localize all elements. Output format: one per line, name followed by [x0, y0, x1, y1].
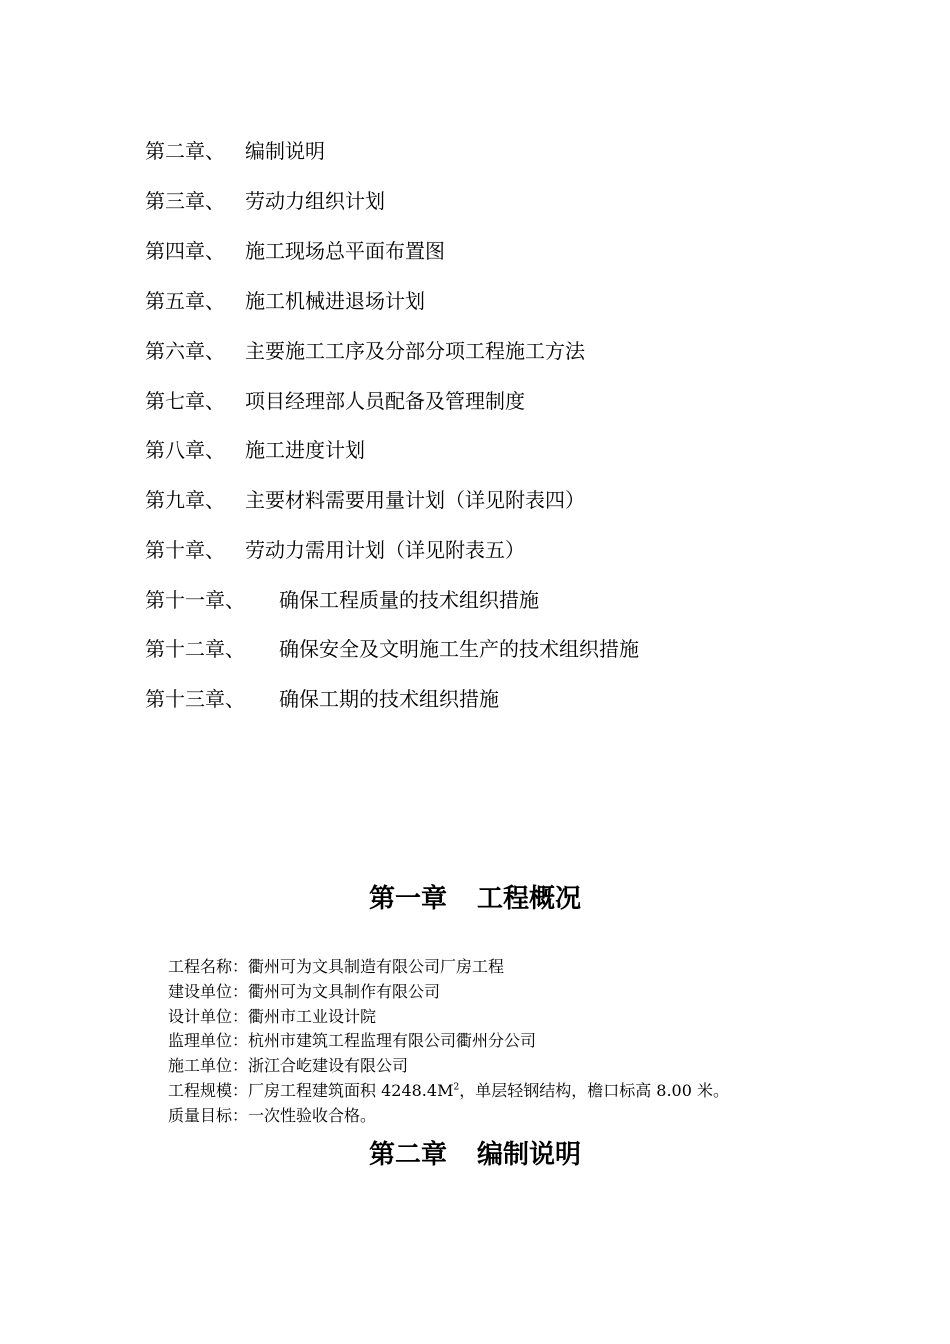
toc-item: [145, 188, 385, 214]
toc-chapter-number: 第二章、: [145, 139, 225, 163]
scale-line: [168, 1080, 729, 1102]
toc-chapter-title: 施工进度计划: [245, 438, 365, 462]
scale-text: 工程规模：厂房工程建筑面积 4248.4M: [168, 1081, 454, 1100]
toc-chapter-number: 第五章、: [145, 289, 225, 313]
toc-item: [145, 587, 539, 613]
toc-chapter-title: 劳动力组织计划: [245, 189, 385, 213]
toc-chapter-number: 第十章、: [145, 538, 225, 562]
chapter-1-heading: [0, 882, 950, 916]
toc-chapter-number: 第九章、: [145, 488, 225, 512]
chapter-2-title: 编制说明: [477, 1140, 582, 1170]
contractor-line: 施工单位：浙江合屹建设有限公司: [168, 1056, 409, 1075]
chapter-1-number: 第一章: [368, 884, 447, 914]
toc-chapter-number: 第十二章、: [145, 637, 245, 661]
toc-chapter-title: 施工机械进退场计划: [245, 289, 425, 313]
toc-chapter-number: 第三章、: [145, 189, 225, 213]
designer-line: 设计单位：衢州市工业设计院: [168, 1007, 377, 1026]
toc-item: [145, 636, 639, 662]
project-name-line: 工程名称：衢州可为文具制造有限公司厂房工程: [168, 957, 505, 976]
toc-item: [145, 388, 525, 414]
toc-chapter-title: 确保工期的技术组织措施: [279, 687, 499, 711]
toc-chapter-title: 项目经理部人员配备及管理制度: [245, 389, 525, 413]
toc-chapter-number: 第十一章、: [145, 588, 245, 612]
supervisor-line: 监理单位：杭州市建筑工程监理有限公司衢州分公司: [168, 1031, 537, 1050]
toc-item: [145, 537, 525, 563]
builder-line: 建设单位：衢州可为文具制作有限公司: [168, 982, 441, 1001]
toc-chapter-number: 第四章、: [145, 239, 225, 263]
toc-item: [145, 437, 365, 463]
toc-chapter-number: 第六章、: [145, 339, 225, 363]
chapter-2-heading: [0, 1138, 950, 1172]
toc-chapter-title: 主要施工工序及分部分项工程施工方法: [245, 339, 585, 363]
chapter-1-title: 工程概况: [477, 884, 582, 914]
toc-chapter-title: 主要材料需要用量计划（详见附表四）: [245, 488, 585, 512]
toc-chapter-number: 第七章、: [145, 389, 225, 413]
toc-chapter-title: 劳动力需用计划（详见附表五）: [245, 538, 525, 562]
toc-item: [145, 238, 445, 264]
toc-chapter-title: 确保工程质量的技术组织措施: [279, 588, 539, 612]
toc-chapter-title: 施工现场总平面布置图: [245, 239, 445, 263]
toc-item: [145, 686, 499, 712]
toc-item: [145, 288, 425, 314]
scale-text-suffix: ，单层轻钢结构，檐口标高 8.00 米。: [459, 1081, 730, 1100]
toc-chapter-number: 第十三章、: [145, 687, 245, 711]
quality-line: 质量目标：一次性验收合格。: [168, 1106, 377, 1125]
toc-chapter-number: 第八章、: [145, 438, 225, 462]
toc-chapter-title: 确保安全及文明施工生产的技术组织措施: [279, 637, 639, 661]
toc-item: [145, 138, 325, 164]
toc-item: [145, 338, 585, 364]
toc-chapter-title: 编制说明: [245, 139, 325, 163]
scale-superscript: 2: [453, 1082, 460, 1093]
chapter-2-number: 第二章: [368, 1140, 447, 1170]
toc-item: [145, 487, 585, 513]
